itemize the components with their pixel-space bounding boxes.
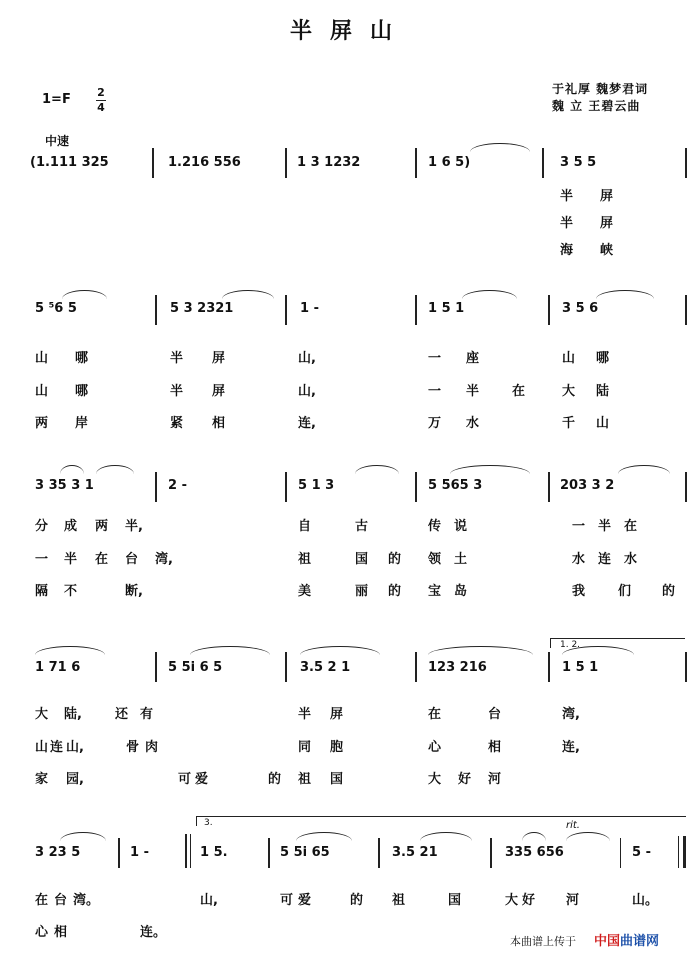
volta-bracket-start <box>550 638 551 648</box>
time-signature-top: 2 <box>97 86 105 99</box>
lyric: 好 <box>458 772 472 787</box>
lyric: 爱 <box>195 772 209 787</box>
lyric: 台 <box>125 552 139 567</box>
lyric: 我 <box>572 584 586 599</box>
lyric: 们 <box>618 584 632 599</box>
lyric: 一 <box>428 384 442 399</box>
volta-bracket <box>196 816 686 817</box>
page-title: 半屏山 <box>289 19 410 44</box>
lyric: 可 <box>280 893 294 908</box>
lyric: 心 <box>35 925 49 940</box>
measure-17: 5 5i 6 5 <box>168 660 223 675</box>
lyric: 连, <box>562 740 580 755</box>
slur <box>596 290 654 299</box>
footer-upload-text: 本曲谱上传于 <box>510 935 576 948</box>
lyric: 在 <box>624 519 638 534</box>
lyric: 说 <box>454 519 468 534</box>
volta-bracket <box>550 638 685 639</box>
barline <box>685 472 687 502</box>
logo-text-blue: 曲谱网 <box>620 934 660 949</box>
lyric: 的 <box>388 584 402 599</box>
lyric: 岛 <box>454 584 468 599</box>
lyric: 哪 <box>75 384 89 399</box>
lyric: 屏 <box>330 707 344 722</box>
measure-6: 5 ⁵6 5 <box>35 301 77 316</box>
barline <box>155 472 157 502</box>
lyric: 台 <box>54 893 68 908</box>
lyric: 半 <box>64 552 78 567</box>
lyric: 半 <box>466 384 480 399</box>
lyric: 河 <box>488 772 502 787</box>
lyric: 半, <box>125 519 143 534</box>
measure-26: 335 656 <box>505 845 564 860</box>
lyric: 国 <box>330 772 344 787</box>
lyric: 祖 <box>298 552 312 567</box>
time-signature-bottom: 4 <box>97 101 105 114</box>
lyric: 水 <box>466 416 480 431</box>
barline <box>285 148 287 178</box>
slur <box>296 832 352 841</box>
barline <box>155 652 157 682</box>
measure-12: 2 - <box>168 478 187 493</box>
lyric: 胞 <box>330 740 344 755</box>
lyric: 山, <box>66 740 84 755</box>
lyric: 骨 <box>126 740 140 755</box>
measure-9: 1 5 1 <box>428 301 465 316</box>
lyric: 肉 <box>145 740 159 755</box>
lyric: 隔 <box>35 584 49 599</box>
lyric: 连。 <box>140 925 167 940</box>
lyric: 台 <box>488 707 502 722</box>
ritardando-marking: rit. <box>566 820 580 831</box>
slur <box>462 290 517 299</box>
lyric: 山 <box>35 384 49 399</box>
measure-8: 1 - <box>300 301 319 316</box>
measure-13: 5 1 3 <box>298 478 335 493</box>
repeat-barline-thin <box>190 834 191 868</box>
lyric: 的 <box>268 772 282 787</box>
barline <box>415 472 417 502</box>
barline <box>548 472 550 502</box>
measure-25: 3.5 21 <box>392 845 438 860</box>
slur <box>566 832 610 841</box>
lyric: 分 <box>35 519 49 534</box>
lyric: 屏 <box>212 384 226 399</box>
measure-23: 1 5. <box>200 845 228 860</box>
lyric: 水 <box>572 552 586 567</box>
lyric: 在 <box>428 707 442 722</box>
final-barline <box>683 836 686 868</box>
measure-10: 3 5 6 <box>562 301 599 316</box>
barline <box>285 652 287 682</box>
measure-21: 3 23 5 <box>35 845 81 860</box>
lyric: 万 <box>428 416 442 431</box>
barline <box>548 295 550 325</box>
barline <box>685 148 687 178</box>
lyric: 断, <box>125 584 143 599</box>
barline <box>268 838 270 868</box>
lyric: 不 <box>64 584 78 599</box>
measure-15: 203 3 2 <box>560 478 615 493</box>
slur <box>35 646 105 655</box>
slur <box>428 646 533 655</box>
lyric: 半 <box>598 519 612 534</box>
measure-16: 1 71 6 <box>35 660 81 675</box>
measure-24: 5 5i 65 <box>280 845 330 860</box>
slur <box>522 832 546 841</box>
barline <box>155 295 157 325</box>
barline <box>285 295 287 325</box>
barline <box>118 838 120 868</box>
lyric: 心 <box>428 740 442 755</box>
measure-20: 1 5 1 <box>562 660 599 675</box>
lyric: 一 <box>428 351 442 366</box>
slur <box>60 465 84 474</box>
lyric: 两 <box>95 519 109 534</box>
measure-2: 1.216 556 <box>168 155 241 170</box>
measure-18: 3.5 2 1 <box>300 660 351 675</box>
lyric: 湾, <box>562 707 580 722</box>
lyric: 山, <box>298 351 316 366</box>
lyric: 国 <box>355 552 369 567</box>
lyric: 成 <box>64 519 78 534</box>
lyric: 哪 <box>75 351 89 366</box>
lyric: 园, <box>66 772 84 787</box>
lyric: 的 <box>350 893 364 908</box>
composer-credit: 魏 立 王碧云曲 <box>552 99 641 113</box>
volta-label: 1. 2. <box>560 640 581 650</box>
lyric: 爱 <box>298 893 312 908</box>
lyric: 连 <box>598 552 612 567</box>
lyric: 山, <box>298 384 316 399</box>
slur <box>562 646 634 655</box>
lyric: 领 <box>428 552 442 567</box>
lyric: 山, <box>200 893 218 908</box>
lyric: 半 <box>560 216 574 231</box>
lyric: 好 <box>522 893 536 908</box>
slur <box>190 646 270 655</box>
slur <box>300 646 380 655</box>
lyric: 屏 <box>212 351 226 366</box>
lyric: 的 <box>662 584 676 599</box>
lyric: 一 <box>35 552 49 567</box>
lyric: 屏 <box>600 216 614 231</box>
lyric: 土 <box>454 552 468 567</box>
lyric: 自 <box>298 519 312 534</box>
lyric: 陆 <box>596 384 610 399</box>
lyric: 两 <box>35 416 49 431</box>
lyric: 还 <box>115 707 129 722</box>
lyric: 相 <box>212 416 226 431</box>
slur <box>62 290 107 299</box>
final-barline-thin <box>678 836 679 868</box>
lyric: 半 <box>560 189 574 204</box>
measure-14: 5 565 3 <box>428 478 483 493</box>
barline <box>415 295 417 325</box>
lyric: 岸 <box>75 416 89 431</box>
lyric: 相 <box>488 740 502 755</box>
slur <box>355 465 399 474</box>
lyric: 陆, <box>64 707 82 722</box>
volta-label: 3. <box>204 818 213 828</box>
lyric: 在 <box>35 893 49 908</box>
logo-text-red: 中国 <box>594 934 621 949</box>
lyric: 大 <box>428 772 442 787</box>
lyric: 座 <box>466 351 480 366</box>
barline <box>285 472 287 502</box>
lyric: 半 <box>170 384 184 399</box>
slur <box>618 465 670 474</box>
lyric: 相 <box>54 925 68 940</box>
lyric: 国 <box>448 893 462 908</box>
measure-4: 1 6 5) <box>428 155 471 170</box>
measure-22: 1 - <box>130 845 149 860</box>
lyric: 紧 <box>170 416 184 431</box>
measure-3: 1 3 1232 <box>297 155 361 170</box>
lyric: 家 <box>35 772 49 787</box>
lyric: 哪 <box>596 351 610 366</box>
barline <box>620 838 621 868</box>
tempo-marking: 中速 <box>45 134 70 148</box>
lyric: 大 <box>505 893 519 908</box>
lyric: 千 <box>562 416 576 431</box>
lyric: 在 <box>95 552 109 567</box>
lyric: 丽 <box>355 584 369 599</box>
lyric: 屏 <box>600 189 614 204</box>
barline <box>152 148 154 178</box>
slur <box>96 465 134 474</box>
volta-bracket-start <box>196 816 197 826</box>
lyric: 湾。 <box>73 893 100 908</box>
lyric: 古 <box>355 519 369 534</box>
lyric: 水 <box>624 552 638 567</box>
barline <box>415 148 417 178</box>
lyric: 同 <box>298 740 312 755</box>
lyric: 大 <box>562 384 576 399</box>
lyric: 在 <box>512 384 526 399</box>
measure-1: (1.111 325 <box>30 155 109 170</box>
barline <box>685 652 687 682</box>
slur <box>450 465 530 474</box>
measure-7: 5 3 2321 <box>170 301 234 316</box>
slur <box>470 143 530 152</box>
lyric: 半 <box>170 351 184 366</box>
lyric: 山 <box>562 351 576 366</box>
lyric: 山 <box>35 351 49 366</box>
lyric: 河 <box>566 893 580 908</box>
measure-27: 5 - <box>632 845 651 860</box>
measure-5: 3 5 5 <box>560 155 597 170</box>
key-signature: 1=F <box>42 92 71 107</box>
barline <box>490 838 492 868</box>
lyric: 海 <box>560 243 574 258</box>
lyric: 有 <box>140 707 154 722</box>
lyric: 祖 <box>298 772 312 787</box>
measure-19: 123 216 <box>428 660 487 675</box>
lyric: 的 <box>388 552 402 567</box>
barline <box>685 295 687 325</box>
lyric: 传 <box>428 519 442 534</box>
measure-11: 3 35 3 1 <box>35 478 94 493</box>
lyric: 可 <box>178 772 192 787</box>
repeat-barline <box>185 834 187 868</box>
lyric: 连, <box>298 416 316 431</box>
lyric: 半 <box>298 707 312 722</box>
lyric: 连 <box>50 740 64 755</box>
lyric: 一 <box>572 519 586 534</box>
lyric: 峡 <box>600 243 614 258</box>
slur <box>420 832 472 841</box>
slur <box>222 290 274 299</box>
slur <box>60 832 106 841</box>
lyric: 山 <box>35 740 49 755</box>
barline <box>415 652 417 682</box>
lyricist-credit: 于礼厚 魏梦君词 <box>552 82 649 96</box>
lyric: 山 <box>596 416 610 431</box>
barline <box>378 838 380 868</box>
lyric: 大 <box>35 707 49 722</box>
lyric: 山。 <box>632 893 659 908</box>
lyric: 宝 <box>428 584 442 599</box>
site-logo[interactable] <box>594 930 659 949</box>
lyric: 祖 <box>392 893 406 908</box>
barline <box>542 148 544 178</box>
lyric: 美 <box>298 584 312 599</box>
barline <box>548 652 550 682</box>
lyric: 湾, <box>155 552 173 567</box>
